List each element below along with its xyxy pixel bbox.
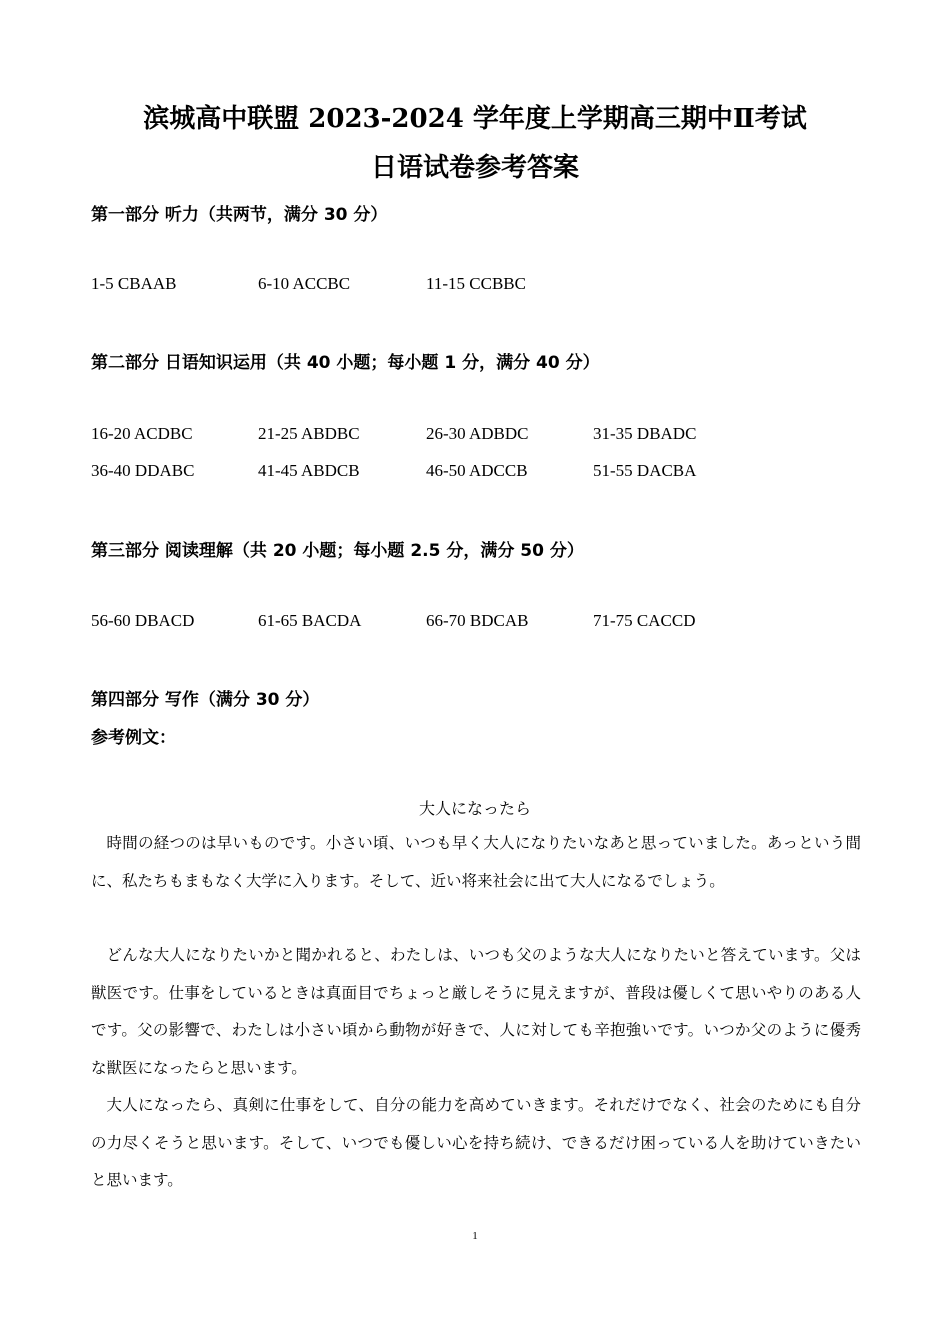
answer-group: 1-5 CBAAB (91, 274, 177, 293)
essay-paragraph: 大人になったら、真剣に仕事をして、自分の能力を高めていきます。それだけでなく、社会のためにも自分の力尽くそうと思います。そして、いつでも優しい心を持ち続け、できるだけ困っている人を助けていきたいと思います。 (91, 1096, 861, 1189)
answer-group: 21-25 ABDBC (258, 424, 360, 443)
document-subtitle: 日语试卷参考答案 (370, 153, 579, 183)
answer-group: 26-30 ADBDC (426, 424, 529, 443)
essay-title: 大人になったら (418, 799, 531, 818)
page-number: 1 (472, 1230, 478, 1242)
essay-paragraph: 時間の経つのは早いものです。小さい頃、いつも早く大人になりたいなあと思っていました。あっという間に、私たちもまもなく大学に入ります。そして、近い将来社会に出て大人になるでしょう。 (91, 834, 861, 890)
answer-group: 36-40 DDABC (91, 461, 195, 480)
part3-heading: 第三部分 阅读理解（共 20 小题；每小题 2.5 分，满分 50 分） (91, 541, 584, 561)
answer-group: 16-20 ACDBC (91, 424, 193, 443)
answer-group: 71-75 CACCD (593, 611, 696, 630)
part4-heading: 第四部分 写作（满分 30 分） (91, 690, 320, 710)
part2-heading: 第二部分 日语知识运用（共 40 小题；每小题 1 分，满分 40 分） (91, 353, 600, 373)
answer-group: 46-50 ADCCB (426, 461, 528, 480)
answer-group: 61-65 BACDA (258, 611, 362, 630)
answer-group: 51-55 DACBA (593, 461, 697, 480)
answer-group: 41-45 ABDCB (258, 461, 360, 480)
part1-heading: 第一部分 听力（共两节，满分 30 分） (91, 205, 388, 225)
answer-group: 11-15 CCBBC (426, 274, 526, 293)
essay-paragraph: どんな大人になりたいかと聞かれると、わたしは、いつも父のような大人になりたいと答えています。父は獣医です。仕事をしているときは真面目でちょっと厳しそうに見えますが、普段は優しくて思いやりのある人です。父の影響で、わたしは小さい頃から動物が好きで、人に対しても辛抱強いです。いつか父のように優秀な獣医になったらと思います。 (91, 946, 861, 1077)
answer-group: 66-70 BDCAB (426, 611, 529, 630)
sample-essay-label: 参考例文： (91, 728, 176, 748)
answer-group: 56-60 DBACD (91, 611, 195, 630)
document-title: 滨城高中联盟 2023-2024 学年度上学期高三期中Ⅱ考试 (143, 104, 807, 134)
answer-group: 6-10 ACCBC (258, 274, 351, 293)
answer-group: 31-35 DBADC (593, 424, 697, 443)
